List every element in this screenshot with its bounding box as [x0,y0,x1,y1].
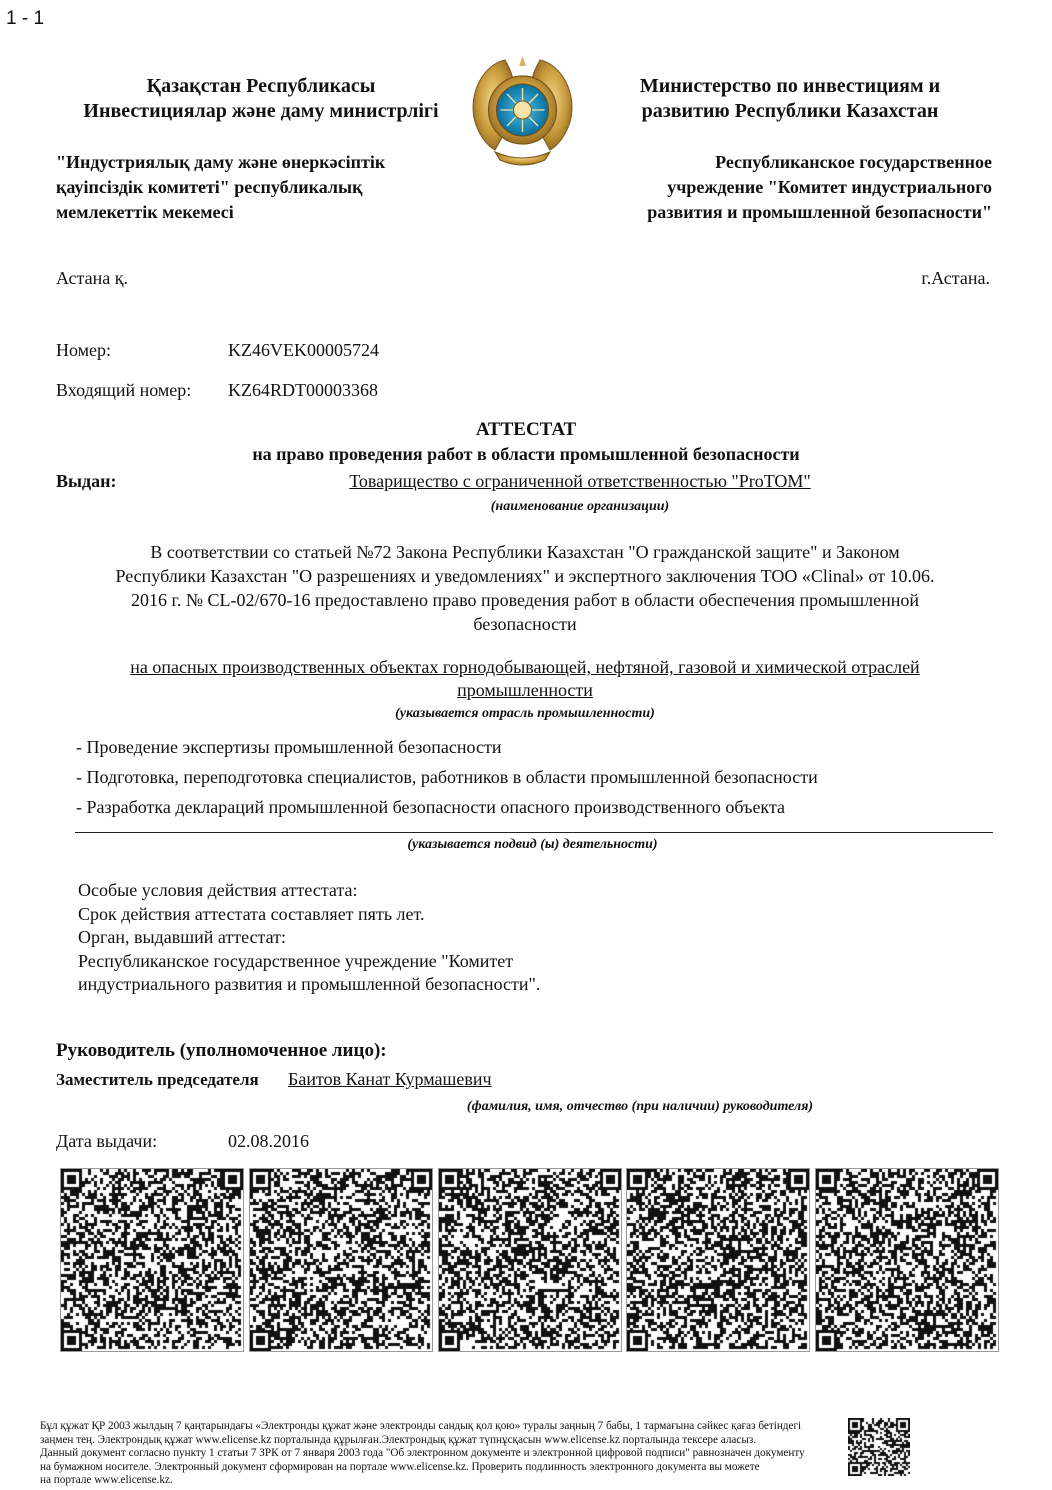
activity-item: - Подготовка, переподготовка специалистов, работников в области промышленной безопасности [76,767,818,787]
document-title: АТТЕСТАТ [475,419,577,440]
issuer-ru-line: Республиканское государственное [715,152,992,172]
issued-label: Выдан: [56,471,117,491]
footer-qr-code-icon [848,1418,910,1476]
issuer-kz [56,150,476,225]
issued-to-organization: Товарищество с ограниченной ответственностью "ProTOM" [349,471,811,491]
head-label: Руководитель (уполномоченное лицо): [56,1040,387,1061]
issuer-ru-line: учреждение "Комитет индустриального [667,177,992,197]
condition-line: Особые условия действия аттестата: [78,880,358,900]
industry-scope-line: на опасных производственных объектах горнодобывающей, нефтяной, газовой и химической отраслей [130,657,920,677]
qr-code-icon [626,1168,810,1352]
issue-date-label: Дата выдачи: [56,1131,158,1151]
qr-code-icon [60,1168,244,1352]
city-ru: г.Астана. [921,268,990,288]
footer-line: на бумажном носителе. Электронный документ сформирован на портале www.elicense.kz. Проверить подлинность электронного документа вы можете [40,1460,760,1473]
issuer-kz-line: мемлекеттік мекемесі [56,202,234,222]
issuer-ru [570,150,992,225]
header-right-title [600,74,980,124]
page-number: 1 - 1 [6,8,45,29]
qr-code-icon [815,1168,999,1352]
legal-basis-line: безопасности [473,614,577,634]
legal-basis-line: Республики Казахстан "О разрешениях и уведомлениях" и экспертного заключения ТОО «Clinal» от 10.06. [115,566,935,586]
industry-note: (указывается отрасль промышленности) [395,706,655,721]
industry-scope [60,656,990,702]
legal-basis-line: 2016 г. № CL-02/670-16 предоставлено право проведения работ в области обеспечения промышленной [131,590,919,610]
footer-line: на портале www.elicense.kz. [40,1474,173,1486]
qr-code-icon [438,1168,622,1352]
special-conditions [78,879,638,997]
header-left-line: Инвестициялар және даму министрлігі [83,100,439,122]
header-right-line: Министерство по инвестициям и [639,75,941,97]
condition-line: Срок действия аттестата составляет пять лет. [78,903,425,924]
header-left-title [56,74,466,124]
number-value: KZ46VEK00005724 [228,340,379,360]
issue-date-value: 02.08.2016 [228,1131,309,1151]
issuer-ru-line: развития и промышленной безопасности" [647,202,992,222]
industry-scope-line: промышленности [457,680,593,700]
legal-basis-line: В соответствии со статьей №72 Закона Республики Казахстан "О гражданской защите" и Законом [150,542,900,562]
activity-underline [75,832,993,833]
head-name-note: (фамилия, имя, отчество (при наличии) руководителя) [466,1099,814,1114]
condition-line: Орган, выдавший аттестат: [78,927,287,947]
organization-note: (наименование организации) [490,499,670,514]
city-kz: Астана қ. [56,268,128,288]
incoming-number-value: KZ64RDT00003368 [228,380,378,400]
activity-item: - Разработка деклараций промышленной безопасности опасного производственного объекта [76,797,786,817]
number-label: Номер: [56,340,112,360]
footer-line: Бұл құжат ҚР 2003 жылдың 7 қаңтарындағы «Электронды құжат және электронды сандық қол қою» туралы заңның 7 бабы, 1 тармағына сәйкес қағаз бетіндегі [40,1420,802,1432]
issuer-kz-line: қауіпсіздік комитеті" республикалық [56,177,363,197]
activity-note: (указывается подвид (ы) деятельности) [407,837,658,852]
position-label: Заместитель председателя [56,1070,259,1089]
condition-line: индустриального развития и промышленной безопасности". [78,974,541,994]
activity-item: - Проведение экспертизы промышленной безопасности [76,737,502,757]
header-left-line: Қазақстан Республикасы [146,75,376,97]
footer-line: заңмен тең. Электрондық құжат www.elicense.kz порталында құрылған.Электрондық құжат түпнұсқасын www.elicense.kz порталында тексере аласыз. [40,1433,757,1446]
head-name: Баитов Канат Курмашевич [288,1069,492,1089]
condition-line: Республиканское государственное учреждение "Комитет [78,950,514,971]
document-subtitle: на право проведения работ в области промышленной безопасности [252,444,800,464]
footer-line: Данный документ согласно пункту 1 статьи 7 ЗРК от 7 января 2003 года "Об электронном документе и электронной цифровой подписи" равнозначен документу [40,1447,805,1459]
footer-legal-note [40,1420,840,1488]
header-right-line: развитию Республики Казахстан [641,100,939,122]
state-emblem-icon [465,52,580,170]
incoming-number-label: Входящий номер: [56,380,192,400]
qr-code-icon [249,1168,433,1352]
issuer-kz-line: "Индустриялық даму және өнеркәсіптік [56,152,386,172]
legal-basis-paragraph [60,540,990,636]
